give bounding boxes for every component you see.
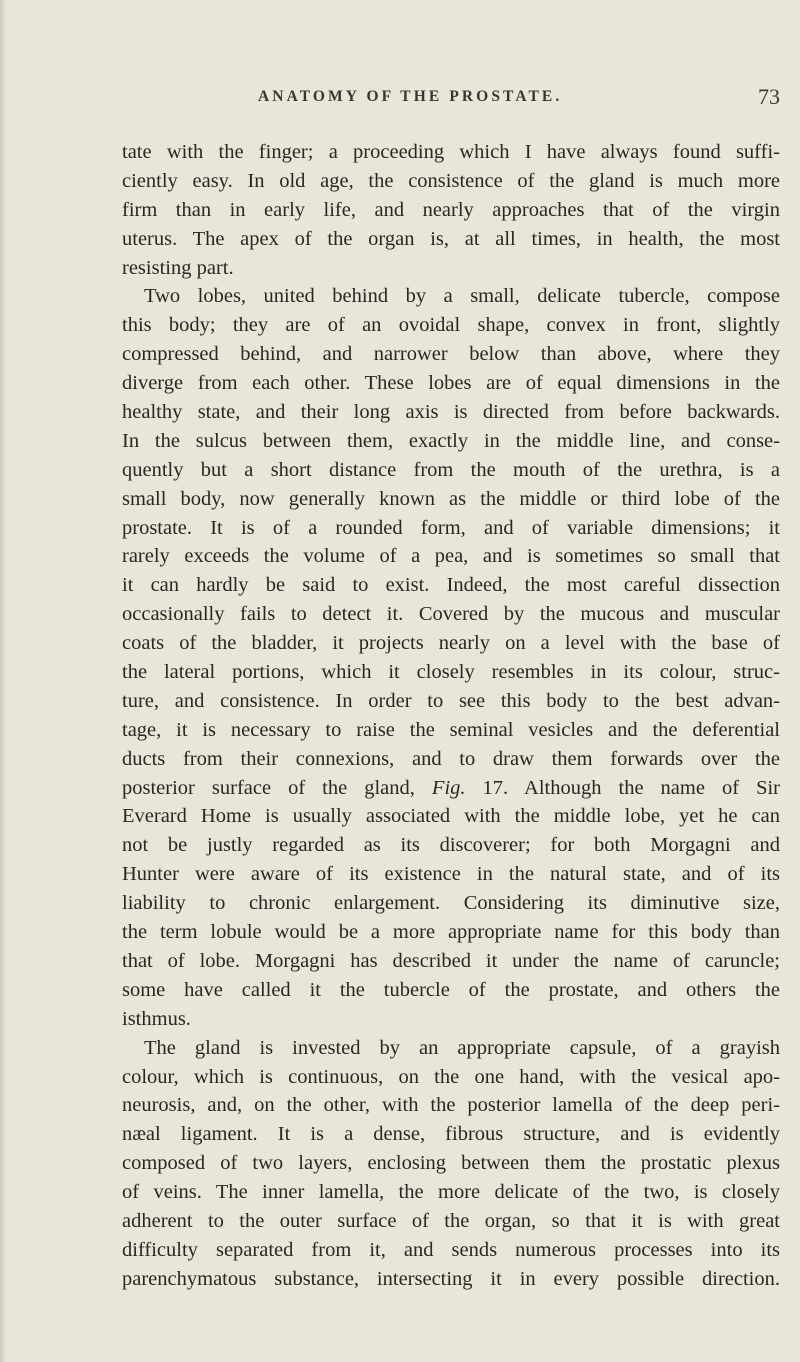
text-line: tate with the finger; a proceeding which I have always found suffi- (122, 141, 780, 163)
text-line: parenchymatous substance, intersecting it in every possible direction. (122, 1267, 780, 1290)
text-line: Hunter were aware of its existence in the natural state, and of its (122, 863, 780, 886)
text-line: the term lobule would be a more appropriate name for this body than (122, 921, 780, 944)
text-line: ducts from their connexions, and to draw them forwards over the (122, 747, 780, 770)
text-line: rarely exceeds the volume of a pea, and is sometimes so small that (122, 545, 780, 568)
text-line: prostate. It is of a rounded form, and of variable dimensions; it (122, 516, 780, 539)
text-line: small body, now generally known as the middle or third lobe of the (122, 487, 780, 510)
text-line: occasionally fails to detect it. Covered by the mucous and muscular (122, 603, 780, 626)
text-line: ciently easy. In old age, the consistence of the gland is much more (122, 169, 780, 192)
text-line: difficulty separated from it, and sends numerous processes into its (122, 1238, 780, 1261)
body-text (122, 138, 780, 1294)
text-line: isthmus. (122, 1007, 191, 1030)
text-line: it can hardly be said to exist. Indeed, the most careful dissection (122, 574, 780, 597)
text-line: the lateral portions, which it closely resembles in its colour, struc- (122, 661, 780, 684)
text-line: posterior surface of the gland, Fig. 17. Although the name of Sir (122, 776, 780, 799)
text-line: some have called it the tubercle of the prostate, and others the (122, 978, 780, 1001)
text-line: Two lobes, united behind by a small, delicate tubercle, compose (144, 285, 780, 308)
text-line: ture, and consistence. In order to see this body to the best advan- (122, 689, 780, 712)
text-line: healthy state, and their long axis is directed from before backwards. (122, 401, 780, 424)
text-line: næal ligament. It is a dense, fibrous structure, and is evidently (122, 1123, 780, 1146)
text-line: coats of the bladder, it projects nearly on a level with the base of (122, 632, 780, 655)
text-line: not be justly regarded as its discoverer; for both Morgagni and (122, 834, 780, 857)
text-line: firm than in early life, and nearly approaches that of the virgin (122, 198, 780, 221)
text-line: composed of two layers, enclosing between them the prostatic plexus (122, 1152, 780, 1175)
page-number: 73 (758, 84, 780, 109)
text-line: diverge from each other. These lobes are of equal dimensions in the (122, 372, 780, 395)
figure-reference: Fig. (431, 776, 466, 799)
text-line: The gland is invested by an appropriate capsule, of a grayish (144, 1036, 780, 1059)
text-line: liability to chronic enlargement. Considering its diminutive size, (122, 892, 780, 915)
text-line: Everard Home is usually associated with the middle lobe, yet he can (122, 805, 780, 828)
running-title: ANATOMY OF THE PROSTATE. (258, 88, 563, 105)
text-line: resisting part. (122, 256, 234, 279)
text-line: quently but a short distance from the mouth of the urethra, is a (122, 458, 780, 481)
text-line: compressed behind, and narrower below than above, where they (122, 343, 780, 366)
text-line: uterus. The apex of the organ is, at all times, in health, the most (122, 227, 780, 250)
text-line: that of lobe. Morgagni has described it under the name of caruncle; (122, 949, 780, 972)
page-gutter-shadow (0, 0, 6, 1362)
text-line: colour, which is continuous, on the one hand, with the vesical apo- (122, 1065, 780, 1088)
text-line: of veins. The inner lamella, the more delicate of the two, is closely (122, 1181, 780, 1204)
text-line: In the sulcus between them, exactly in the middle line, and conse- (122, 429, 780, 452)
page-header (258, 84, 780, 114)
text-line: neurosis, and, on the other, with the posterior lamella of the deep peri- (122, 1094, 780, 1117)
text-line: this body; they are of an ovoidal shape, convex in front, slightly (122, 314, 780, 337)
text-line: adherent to the outer surface of the organ, so that it is with great (122, 1209, 780, 1232)
text-line: tage, it is necessary to raise the seminal vesicles and the deferential (122, 718, 780, 741)
